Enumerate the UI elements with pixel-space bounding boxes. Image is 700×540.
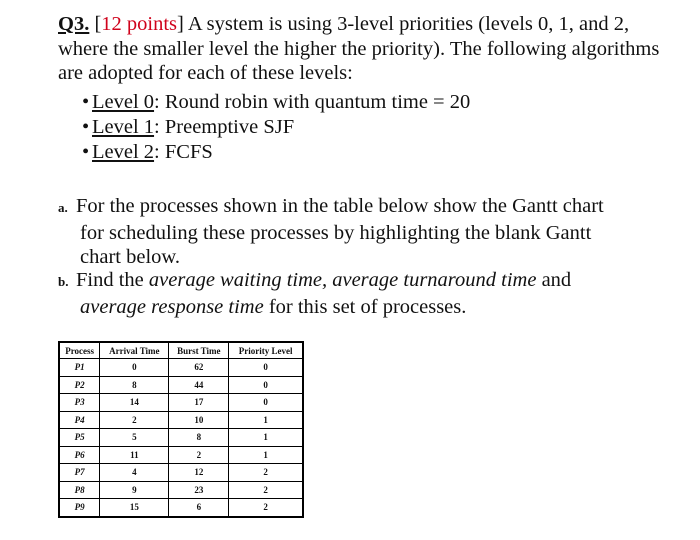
- open-bracket: [: [94, 13, 102, 35]
- col-burst-time: Burst Time: [169, 342, 229, 359]
- cell-burst: 17: [169, 394, 229, 412]
- part-b-mid: and: [536, 269, 572, 291]
- part-a-tag: a.: [58, 200, 68, 215]
- cell-process: P8: [59, 481, 100, 499]
- cell-priority: 2: [229, 481, 303, 499]
- level-label: Level 2: [92, 141, 155, 163]
- col-arrival-time: Arrival Time: [100, 342, 169, 359]
- level-desc: : Preemptive SJF: [154, 116, 295, 138]
- level-list: [82, 90, 470, 165]
- cell-priority: 0: [229, 359, 303, 377]
- cell-priority: 1: [229, 411, 303, 429]
- cell-priority: 2: [229, 464, 303, 482]
- bullet-icon: •: [82, 141, 90, 163]
- table-row: [59, 359, 303, 377]
- part-a-line2: for scheduling these processes by highlighting the blank Gantt: [80, 221, 592, 244]
- cell-priority: 2: [229, 499, 303, 517]
- cell-arrival: 0: [100, 359, 169, 377]
- cell-process: P3: [59, 394, 100, 412]
- table-row: [59, 376, 303, 394]
- cell-arrival: 9: [100, 481, 169, 499]
- cell-priority: 0: [229, 394, 303, 412]
- cell-burst: 23: [169, 481, 229, 499]
- cell-process: P5: [59, 429, 100, 447]
- level-label: Level 0: [92, 91, 155, 113]
- level-item: [82, 140, 470, 165]
- part-b-post: for this set of processes.: [263, 295, 467, 318]
- cell-priority: 1: [229, 429, 303, 447]
- part-b-em2: average response time: [80, 295, 264, 318]
- cell-burst: 44: [169, 376, 229, 394]
- col-priority-level: Priority Level: [229, 342, 303, 359]
- part-b-pre: Find the: [76, 269, 149, 291]
- table-row: [59, 411, 303, 429]
- part-a-line3: chart below.: [80, 246, 180, 268]
- cell-burst: 12: [169, 464, 229, 482]
- cell-priority: 0: [229, 376, 303, 394]
- level-item: [82, 90, 470, 115]
- table-header-row: [59, 342, 303, 359]
- level-desc: : FCFS: [154, 141, 213, 163]
- cell-arrival: 14: [100, 394, 169, 412]
- points-label: 12 points: [101, 13, 178, 35]
- table-row: [59, 464, 303, 482]
- level-item: [82, 115, 470, 140]
- process-table: [58, 341, 304, 518]
- cell-process: P1: [59, 359, 100, 377]
- level-desc: : Round robin with quantum time = 20: [154, 91, 471, 113]
- table-row: [59, 394, 303, 412]
- part-b-em1: average waiting time, average turnaround time: [148, 269, 537, 291]
- question-number: Q3.: [58, 13, 90, 35]
- cell-burst: 10: [169, 411, 229, 429]
- cell-burst: 6: [169, 499, 229, 517]
- col-process: Process: [59, 342, 100, 359]
- part-b-tag: b.: [58, 274, 69, 289]
- question-text: A system is using 3-level priorities (levels 0, 1, and 2, where the smaller level the higher the priority). The following algorithms are adopted for each of these levels:: [58, 13, 660, 84]
- cell-arrival: 15: [100, 499, 169, 517]
- table-row: [59, 499, 303, 517]
- bullet-icon: •: [82, 116, 90, 138]
- cell-arrival: 8: [100, 376, 169, 394]
- table-row: [59, 446, 303, 464]
- cell-process: P6: [59, 446, 100, 464]
- table-row: [59, 481, 303, 499]
- cell-arrival: 2: [100, 411, 169, 429]
- part-a: [58, 194, 658, 270]
- cell-process: P7: [59, 464, 100, 482]
- table-row: [59, 429, 303, 447]
- part-a-line1: For the processes shown in the table below show the Gantt chart: [76, 195, 604, 217]
- cell-arrival: 4: [100, 464, 169, 482]
- question-header: [58, 12, 673, 86]
- cell-burst: 8: [169, 429, 229, 447]
- cell-process: P4: [59, 411, 100, 429]
- cell-arrival: 5: [100, 429, 169, 447]
- part-b: [58, 268, 658, 319]
- cell-burst: 62: [169, 359, 229, 377]
- close-bracket: ]: [177, 13, 184, 35]
- level-label: Level 1: [92, 116, 155, 138]
- bullet-icon: •: [82, 91, 90, 113]
- cell-arrival: 11: [100, 446, 169, 464]
- cell-process: P9: [59, 499, 100, 517]
- cell-burst: 2: [169, 446, 229, 464]
- cell-priority: 1: [229, 446, 303, 464]
- cell-process: P2: [59, 376, 100, 394]
